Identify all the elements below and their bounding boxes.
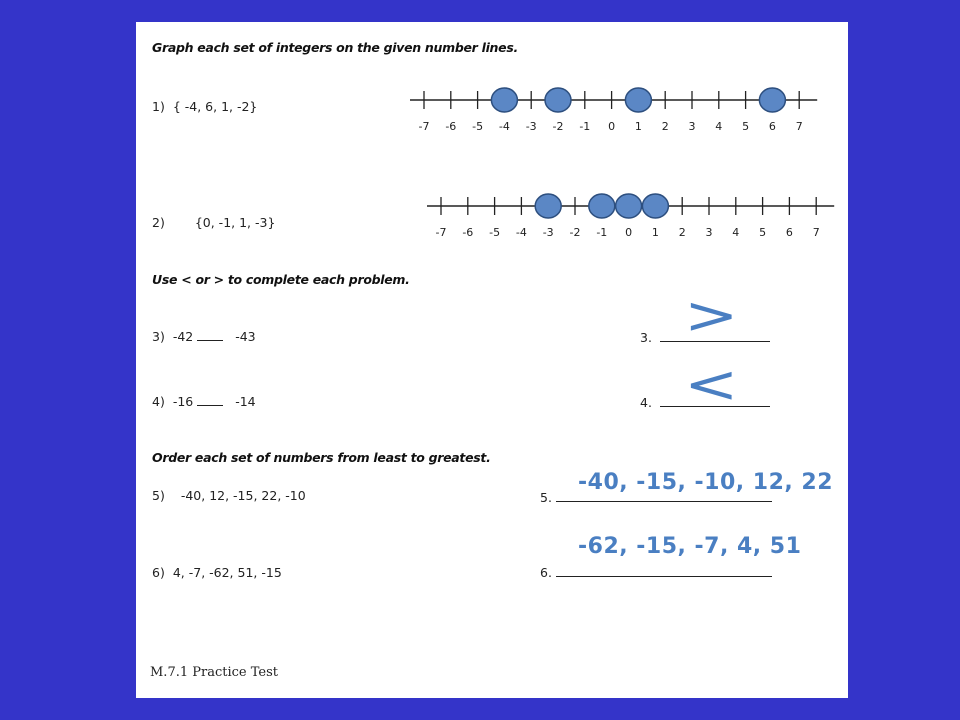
problem-1: [152, 99, 257, 114]
number-line-1-point: [625, 88, 651, 112]
number-line-2-tick-label: 0: [625, 226, 633, 239]
number-line-2-tick-label: -3: [542, 226, 554, 239]
graph-heading: Graph each set of integers on the given number lines.: [152, 40, 518, 55]
number-line-1-point: [491, 88, 517, 112]
answer-6-text: -62, -15, -7, 4, 51: [578, 534, 802, 559]
compare-heading: Use < or > to complete each problem.: [152, 272, 410, 287]
number-line-2-tick-label: -7: [435, 226, 447, 239]
answer-3-symbol: >: [684, 286, 739, 346]
number-line-1-point: [759, 88, 785, 112]
problem-3: [152, 329, 256, 344]
number-line-2-point: [589, 194, 615, 218]
problem-4: [152, 394, 256, 409]
number-line-1-tick-label: 4: [715, 120, 723, 133]
number-line-2-point: [616, 194, 642, 218]
number-line-2-group: [427, 194, 834, 239]
number-line-1-group: [410, 88, 817, 133]
problem-2-set: {0, -1, 1, -3}: [194, 215, 276, 230]
answer-5-blank[interactable]: [556, 501, 772, 502]
answer-4-symbol: <: [684, 355, 739, 415]
problem-3-right: -43: [235, 329, 256, 344]
problem-6-numbers: 4, -7, -62, 51, -15: [172, 565, 282, 580]
answer-4-label: 4.: [640, 395, 652, 410]
number-line-1-tick-label: 7: [795, 120, 803, 133]
number-line-2-tick-label: 4: [732, 226, 740, 239]
problem-6: [152, 565, 282, 580]
number-line-2-tick-label: 1: [651, 226, 659, 239]
number-line-2-tick-label: 2: [678, 226, 686, 239]
number-line-2-point: [642, 194, 668, 218]
number-line-1-tick-label: 3: [688, 120, 696, 133]
number-line-1-tick-label: -6: [445, 120, 457, 133]
number-line-2-tick-label: -1: [596, 226, 608, 239]
problem-5: [152, 488, 306, 503]
problem-3-left: -42: [172, 329, 194, 344]
number-line-2: [421, 190, 841, 250]
number-line-1-tick-label: -3: [525, 120, 537, 133]
answer-6-blank[interactable]: [556, 576, 772, 577]
problem-6-number: 6): [152, 565, 165, 580]
problem-5-number: 5): [152, 488, 165, 503]
answer-6-line: [540, 565, 772, 580]
number-line-1-tick-label: 0: [608, 120, 616, 133]
number-line-2-tick-label: 7: [812, 226, 820, 239]
problem-3-blank[interactable]: [197, 340, 223, 341]
number-line-1-tick-label: -1: [579, 120, 591, 133]
number-line-2-tick-label: -2: [569, 226, 581, 239]
number-line-1-tick-label: -7: [418, 120, 430, 133]
problem-4-left: -16: [172, 394, 194, 409]
number-line-1-tick-label: 2: [661, 120, 669, 133]
problem-1-set: { -4, 6, 1, -2}: [172, 99, 258, 114]
number-line-1-tick-label: -5: [472, 120, 484, 133]
problem-5-numbers: -40, 12, -15, 22, -10: [180, 488, 306, 503]
number-line-2-tick-label: -6: [462, 226, 474, 239]
number-line-2-tick-label: -5: [489, 226, 501, 239]
problem-4-number: 4): [152, 394, 165, 409]
number-line-2-point: [535, 194, 561, 218]
answer-6-label: 6.: [540, 565, 552, 580]
answer-5-text: -40, -15, -10, 12, 22: [578, 470, 834, 495]
problem-2: [152, 215, 275, 230]
problem-4-right: -14: [235, 394, 256, 409]
number-line-2-tick-label: 5: [759, 226, 767, 239]
number-line-2-tick-label: 6: [785, 226, 793, 239]
problem-2-number: 2): [152, 215, 165, 230]
order-heading: Order each set of numbers from least to greatest.: [152, 450, 491, 465]
number-line-1-tick-label: -2: [552, 120, 564, 133]
number-line-1-tick-label: 6: [768, 120, 776, 133]
problem-3-number: 3): [152, 329, 165, 344]
worksheet: [136, 22, 848, 698]
problem-4-blank[interactable]: [197, 405, 223, 406]
number-line-2-tick-label: 3: [705, 226, 713, 239]
number-line-1-point: [545, 88, 571, 112]
answer-3-label: 3.: [640, 330, 652, 345]
number-line-1-tick-label: 5: [742, 120, 750, 133]
number-line-1-tick-label: 1: [634, 120, 642, 133]
number-line-1: [404, 84, 824, 144]
number-line-2-tick-label: -4: [515, 226, 527, 239]
answer-5-label: 5.: [540, 490, 552, 505]
footer-title: M.7.1 Practice Test: [150, 665, 278, 680]
number-line-1-tick-label: -4: [498, 120, 510, 133]
problem-1-number: 1): [152, 99, 165, 114]
